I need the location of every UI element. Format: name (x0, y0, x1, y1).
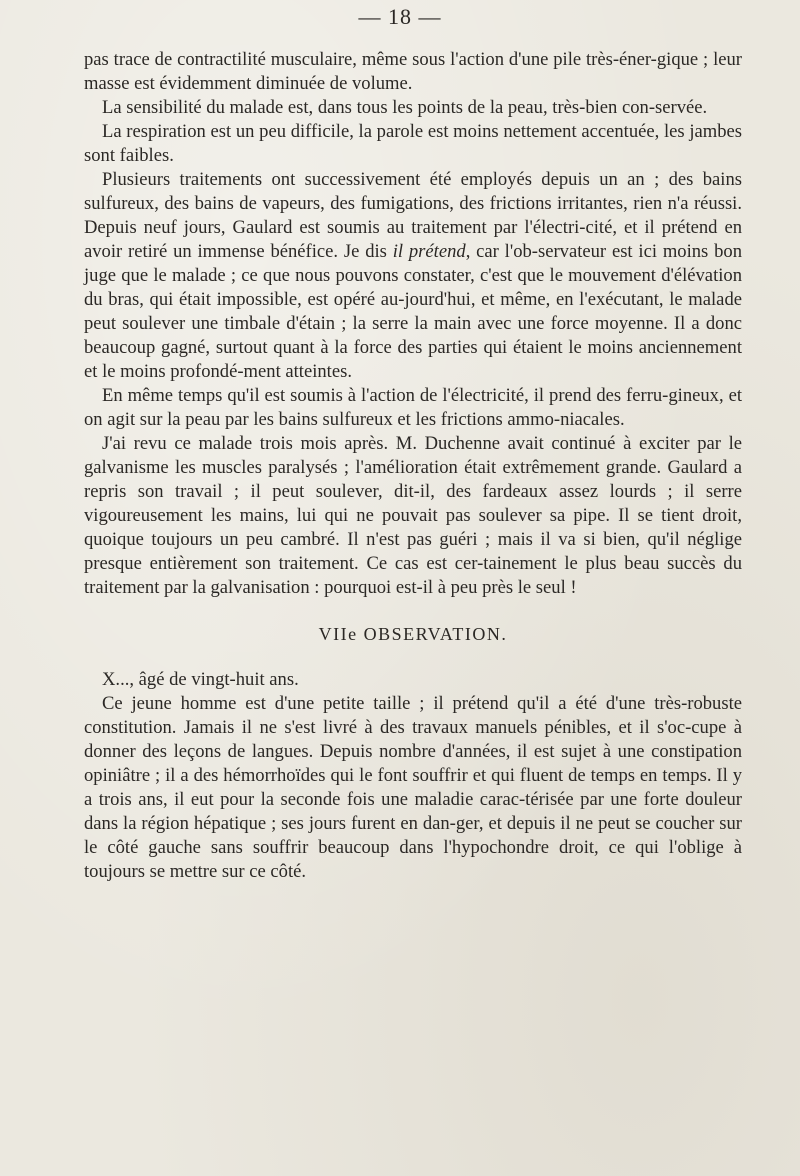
paragraph-sensibility: La sensibilité du malade est, dans tous les points de la peau, très-bien con-servée. (102, 97, 708, 118)
body-text (84, 48, 742, 884)
section-heading: VIIe OBSERVATION. (318, 624, 508, 644)
page-number: — 18 — (358, 4, 442, 29)
observation-history: Ce jeune homme est d'une petite taille ; il prétend qu'il a été d'une très-robuste constitution. Jamais il ne s'est livré à des travaux manuels pénibles, et il s'oc-cupe à donner des leçons de langues. Depuis nombre d'années, il est sujet à une constipation opiniâtre ; il a des hémorrhoïdes qui le font souffrir et qui fluent de temps en temps. Il y a trois ans, il eut pour la seconde fois une maladie carac-térisée par une forte douleur dans la région hépatique ; ses jours furent en dan-ger, et depuis il ne peut se coucher sur le côté gauche sans souffrir beaucoup dans l'hypochondre droit, ce qui l'oblige à toujours se mettre sur ce côté. (84, 693, 742, 882)
paragraph-followup: J'ai revu ce malade trois mois après. M. Duchenne avait continué à exciter par le galvanisme les muscles paralysés ; l'amélioration était extrêmement grande. Gaulard a repris son travail ; il peut soulever, dit-il, des fardeaux assez lourds ; il serre vigoureusement les mains, lui qui ne pouvait pas soulever sa pipe. Il se tient droit, quoique toujours un peu cambré. Il n'est pas guéri ; mais il va si bien, qu'il néglige presque entièrement son traitement. Ce cas est cer-tainement le plus beau succès du traitement par la galvanisation : pourquoi est-il à peu près le seul ! (84, 433, 742, 598)
paragraph-respiration: La respiration est un peu difficile, la parole est moins nettement accentuée, les jambes sont faibles. (84, 121, 742, 166)
paragraph-continuation: pas trace de contractilité musculaire, même sous l'action d'une pile très-éner-gique ; leur masse est évidemment diminuée de volume. (84, 49, 742, 94)
paragraph-treatments-after: , car l'ob-servateur est ici moins bon juge que le malade ; ce que nous pouvons constater, c'est que le mouvement d'élévation du bras, qui était impossible, est opéré au-jourd'hui, et même, en l'exécutant, le malade peut soulever une timbale d'étain ; la serre la main avec une force moyenne. Il a donc beaucoup gagné, surtout quant à la force des parties qui étaient le moins anciennement et le moins profondé-ment atteintes. (84, 241, 743, 382)
observation-subject: X..., âgé de vingt-huit ans. (102, 669, 299, 690)
emphasis-il-pretend: il prétend (392, 241, 466, 262)
paragraph-treatments (84, 168, 742, 384)
paragraph-ferruginous: En même temps qu'il est soumis à l'action de l'électricité, il prend des ferru-gineux, et on agit sur la peau par les bains sulfureux et les frictions ammo-niacales. (84, 385, 742, 430)
paragraph-treatments-before: Plusieurs traitements ont successivement été employés depuis un an ; des bains sulfureux, des bains de vapeurs, des fumigations, des frictions irritantes, rien n'a réussi. Depuis neuf jours, Gaulard est soumis au traitement par l'électri-cité, et il prétend en avoir retiré un immense bénéfice. Je dis (84, 169, 742, 262)
page-bottom-margin (0, 1010, 800, 1176)
